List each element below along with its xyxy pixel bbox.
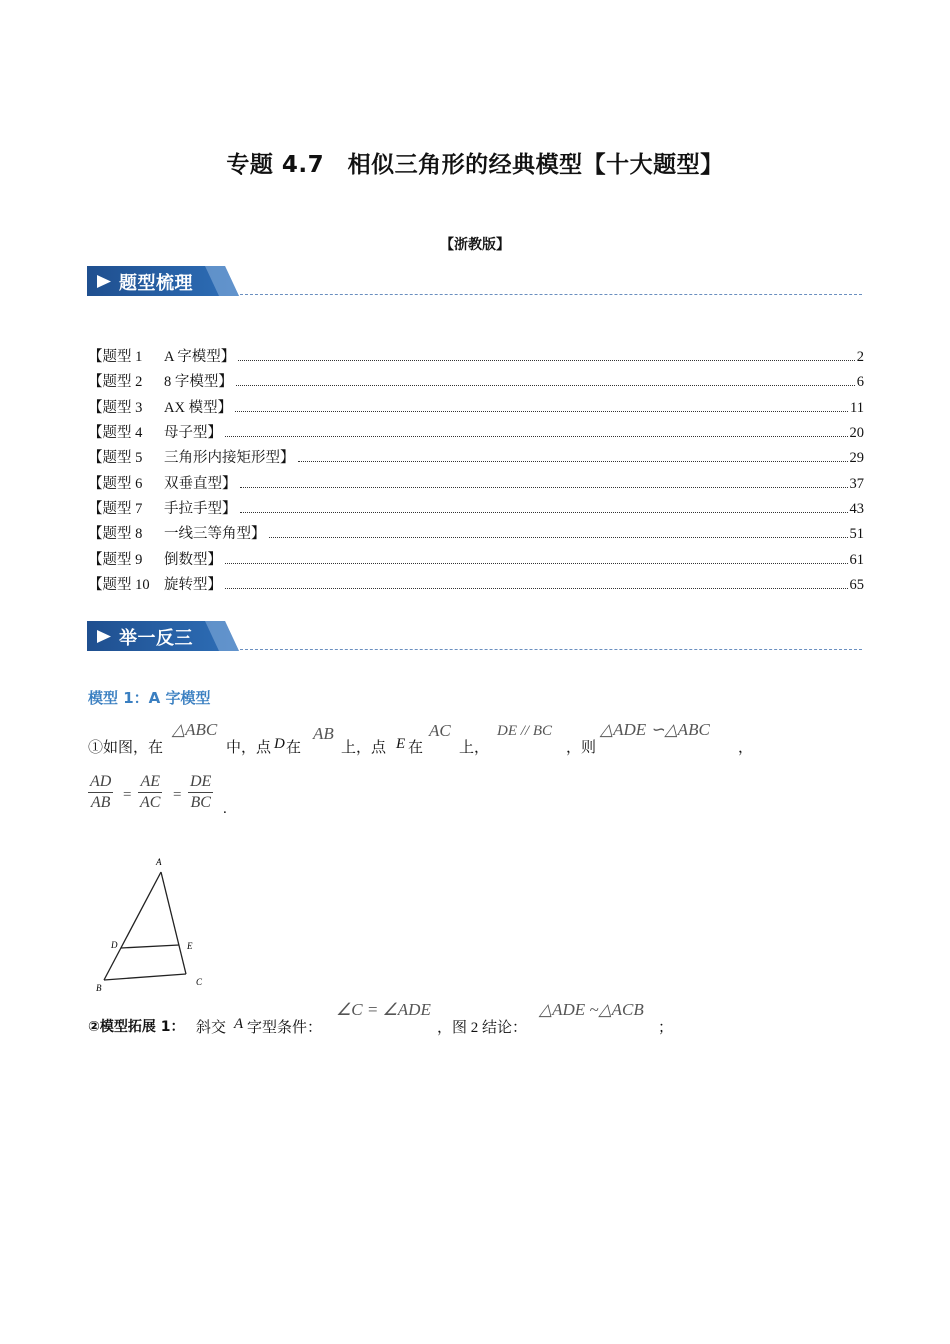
para2-text: ；: [658, 1020, 674, 1036]
numerator: AE: [140, 773, 160, 790]
fraction-ae-ac: [138, 773, 162, 812]
toc-item-title: 母子型】: [164, 425, 222, 441]
edition-label: 【浙教版】: [440, 237, 510, 253]
toc-item[interactable]: [88, 345, 864, 367]
toc-page-number: 51: [849, 526, 864, 542]
toc-page-number: 61: [849, 552, 864, 568]
toc-leader-dots: [236, 385, 855, 386]
section-divider: [240, 649, 862, 650]
numerator: DE: [190, 773, 212, 790]
toc-item-title: 手拉手型】: [164, 501, 237, 517]
toc-page-number: 37: [849, 476, 864, 492]
fraction-bar: [188, 792, 213, 793]
equals-sign: =: [173, 787, 182, 803]
numerator: AD: [90, 773, 112, 790]
toc-item-number: 【题型 3: [88, 400, 143, 416]
para2-text: ，图 2 结论：: [437, 1020, 528, 1036]
toc-item[interactable]: [88, 446, 864, 468]
para1-text: 上，: [459, 740, 490, 756]
para1-text: ，则: [566, 740, 597, 756]
math-segment-ab: AB: [313, 724, 334, 743]
toc-item-title: 一线三等角型】: [164, 526, 266, 542]
math-angle-condition: ∠C = ∠ADE: [336, 1000, 431, 1019]
equals-sign: =: [123, 787, 132, 803]
section-banner-toc: [87, 266, 239, 296]
math-segment-ac: AC: [429, 721, 451, 740]
toc-item[interactable]: [88, 497, 864, 519]
toc-leader-dots: [298, 461, 848, 462]
point-label-d: D: [111, 940, 118, 950]
math-point-e: E: [396, 736, 406, 752]
play-arrow-icon: [96, 629, 112, 644]
toc-item-number: 【题型 7: [88, 501, 143, 517]
toc-item-title: 双垂直型】: [164, 476, 237, 492]
denominator: AC: [140, 794, 161, 811]
toc-item-title: 旋转型】: [164, 577, 222, 593]
toc-page-number: 11: [850, 400, 864, 416]
model-extension-label: ②模型拓展 1：: [88, 1019, 185, 1035]
side-ab: [104, 872, 161, 980]
segment-de: [121, 945, 179, 948]
math-conclusion: △ADE ~△ACB: [539, 1000, 644, 1019]
toc-page-number: 43: [849, 501, 864, 517]
math-parallel: DE // BC: [497, 723, 552, 739]
math-triangle-abc: △ABC: [172, 720, 218, 739]
toc-leader-dots: [225, 563, 848, 564]
play-arrow-icon: [96, 274, 112, 289]
para1-text: ，: [738, 740, 754, 756]
toc-item-title: 倒数型】: [164, 552, 222, 568]
toc-page-number: 6: [856, 374, 864, 390]
toc-page-number: 20: [849, 425, 864, 441]
toc-item[interactable]: [88, 573, 864, 595]
para2-text: 字型条件：: [247, 1020, 323, 1036]
toc-item-number: 【题型 6: [88, 476, 143, 492]
banner-label: 举一反三: [119, 628, 193, 649]
toc-item-title: 三角形内接矩形型】: [164, 450, 295, 466]
toc-item-title: 8 字模型】: [164, 374, 233, 390]
math-similar: △ADE ∽△ABC: [600, 720, 710, 739]
math-letter-a: A: [234, 1016, 244, 1032]
fraction-bar: [138, 792, 162, 793]
vertex-label-a: A: [156, 857, 162, 867]
toc-item-title: AX 模型】: [164, 400, 233, 416]
para1-text: 上，点: [341, 740, 387, 756]
toc-leader-dots: [225, 588, 848, 589]
fraction-de-bc: [188, 773, 213, 812]
banner-label: 题型梳理: [119, 273, 193, 294]
toc-leader-dots: [240, 512, 848, 513]
toc-item-number: 【题型 8: [88, 526, 143, 542]
toc-page-number: 2: [856, 349, 864, 365]
toc-leader-dots: [235, 411, 848, 412]
math-point-d: D: [274, 736, 285, 752]
period: .: [223, 801, 227, 817]
fraction-ad-ab: [88, 773, 113, 812]
page-title: 专题 4.7 相似三角形的经典模型【十大题型】: [226, 152, 724, 178]
para1-text: 在: [408, 740, 424, 756]
toc-item-number: 【题型 10: [88, 577, 150, 593]
toc-page-number: 65: [849, 577, 864, 593]
toc-leader-dots: [240, 487, 848, 488]
vertex-label-b: B: [96, 983, 102, 993]
toc-item[interactable]: [88, 548, 864, 570]
toc-item[interactable]: [88, 472, 864, 494]
toc-leader-dots: [269, 537, 848, 538]
toc-leader-dots: [238, 360, 854, 361]
para1-text: 在: [286, 740, 302, 756]
side-ac: [161, 872, 186, 974]
toc-leader-dots: [225, 436, 848, 437]
toc-item[interactable]: [88, 522, 864, 544]
toc-item-number: 【题型 9: [88, 552, 143, 568]
section-divider: [240, 294, 862, 295]
section-banner-practice: [87, 621, 239, 651]
a-shape-triangle-figure: [90, 852, 220, 997]
model-heading: 模型 1：A 字模型: [88, 689, 211, 707]
toc-item-title: A 字模型】: [164, 349, 236, 365]
toc-item[interactable]: [88, 370, 864, 392]
toc-item[interactable]: [88, 421, 864, 443]
toc-item-number: 【题型 2: [88, 374, 143, 390]
para1-lead: ①如图，在: [88, 740, 164, 756]
toc-item-number: 【题型 4: [88, 425, 143, 441]
side-bc: [104, 974, 186, 980]
vertex-label-c: C: [196, 977, 203, 987]
denominator: AB: [90, 794, 111, 811]
para2-text: 斜交: [196, 1020, 227, 1036]
denominator: BC: [190, 794, 211, 811]
toc-item[interactable]: [88, 396, 864, 418]
fraction-bar: [88, 792, 113, 793]
para1-text: 中，点: [226, 740, 272, 756]
toc-item-number: 【题型 5: [88, 450, 143, 466]
toc-page-number: 29: [849, 450, 864, 466]
toc-item-number: 【题型 1: [88, 349, 143, 365]
point-label-e: E: [187, 941, 193, 951]
